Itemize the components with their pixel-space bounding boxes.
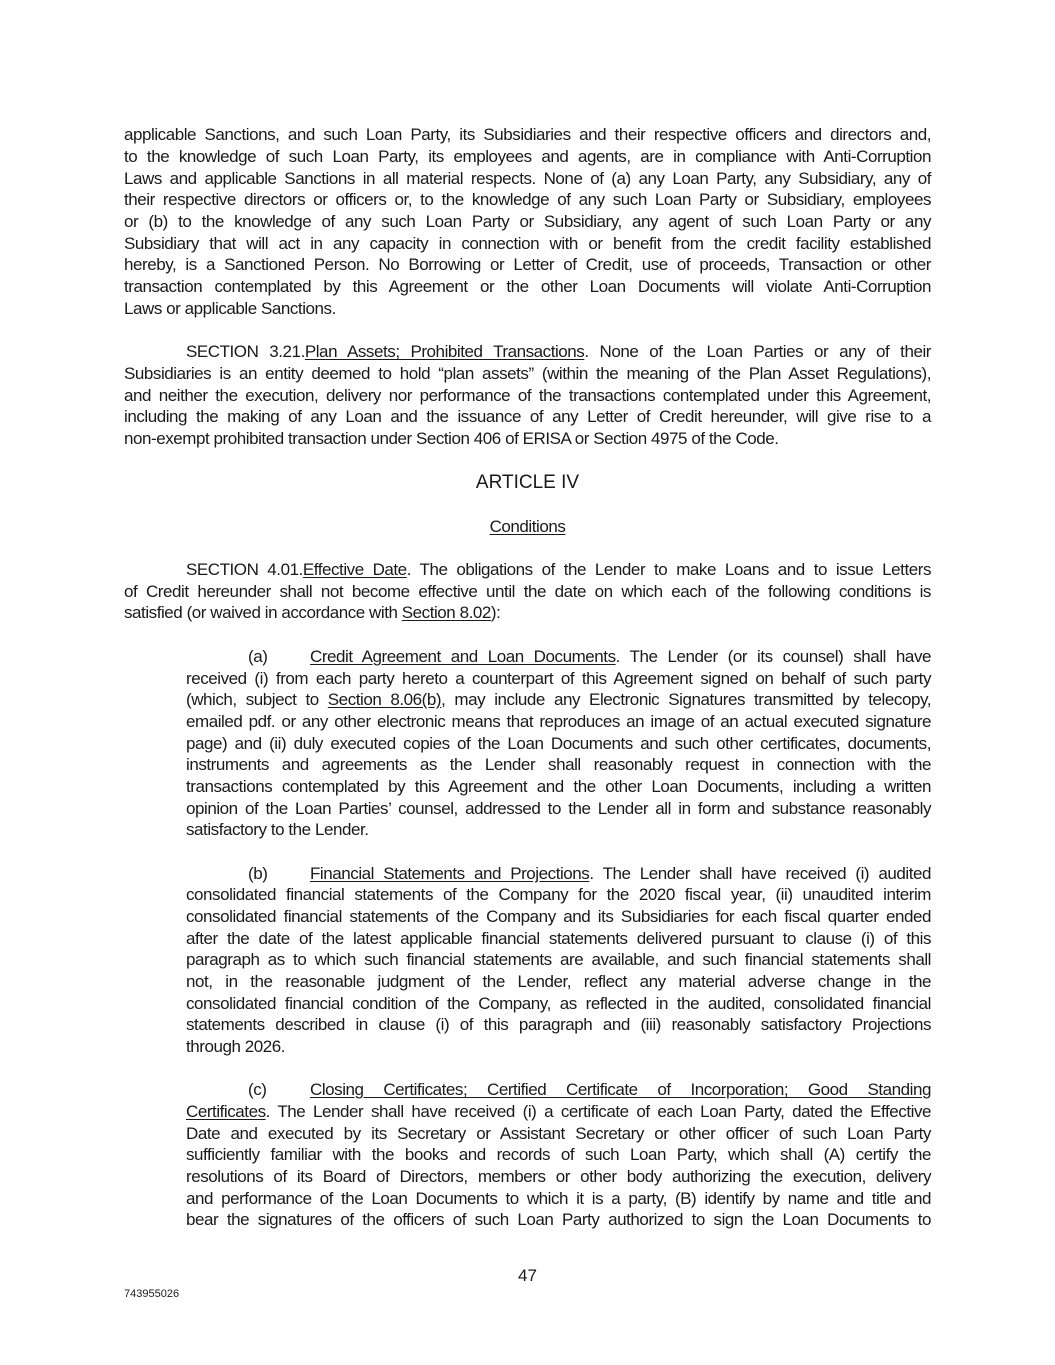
clause-title: Financial Statements and Projections [310,864,590,883]
text-line: consolidated financial condition of the Company, as reflected in the audited, consolidated financial [186,994,931,1013]
section-number: SECTION 4.01. [186,560,303,579]
clause-a-first-line [248,646,931,668]
text-run: , may include any Electronic Signatures transmitted by telecopy, [441,690,932,709]
clause-b-first-line [248,863,931,885]
text-line: Subsidiary that will act in any capacity in connection with or benefit from the credit facility established [124,234,931,253]
document-id: 743955026 [124,1288,180,1300]
text-line: satisfactory to the Lender. [186,820,369,839]
text-run: . The Lender shall have received (i) a certificate of each Loan Party, dated the Effective [265,1102,931,1121]
text-line: of Credit hereunder shall not become effective until the date on which each of the following conditions is [124,582,931,601]
text-line: consolidated financial statements of the Company for the 2020 fiscal year, (ii) unaudited interim [186,885,931,904]
text-line: statements described in clause (i) of this paragraph and (iii) reasonably satisfactory Projections [186,1015,931,1034]
cross-reference-link[interactable]: Section 8.06(b) [327,690,442,709]
text-line: and neither the execution, delivery nor performance of the transactions contemplated under this Agreement, [124,386,931,405]
text-run: . The obligations of the Lender to make Loans and to issue Letters [406,560,931,579]
text-run: . None of the Loan Parties or any of their [584,342,931,361]
clause-title: Closing Certificates; Certified Certificate of Incorporation; Good Standing [310,1080,931,1099]
text-line: Date and executed by its Secretary or Assistant Secretary or other officer of such Loan Party [186,1124,931,1143]
text-line: transaction contemplated by this Agreement or the other Loan Documents will violate Anti-Corruption [124,277,931,296]
text-line: received (i) from each party hereto a counterpart of this Agreement signed on behalf of such party [186,669,931,688]
text-line: including the making of any Loan and the issuance of any Letter of Credit hereunder, will give rise to a [124,407,931,426]
article-subheading [124,516,931,538]
text-line: Subsidiaries is an entity deemed to hold “plan assets” (within the meaning of the Plan Asset Regulations), [124,364,931,383]
text-line: resolutions of its Board of Directors, members or other body authorizing the execution, delivery [186,1167,931,1186]
clause-title-continued: Certificates [186,1102,266,1121]
clause-label: (a) [248,647,268,666]
text-line: and performance of the Loan Documents to which it is a party, (B) identify by name and title and [186,1189,931,1208]
text-line: through 2026. [186,1037,286,1056]
cross-reference-link[interactable]: Section 8.02 [401,603,491,622]
text-run: . The Lender (or its counsel) shall have [615,647,931,666]
section-3-21-first-line [186,341,931,363]
text-line: instruments and agreements as the Lender shall reasonably request in connection with the [186,755,931,774]
text-line: page) and (ii) duly executed copies of the Loan Documents and such other certificates, documents, [186,734,931,753]
page-number: 47 [518,1266,537,1285]
text-line: paragraph as to which such financial statements are available, and such financial statements shall [186,950,931,969]
text-line: or (b) to the knowledge of any such Loan Party or Subsidiary, any agent of such Loan Party or any [124,212,931,231]
text-line [186,1101,931,1123]
text-line: consolidated financial statements of the Company and its Subsidiaries for each fiscal quarter ended [186,907,931,926]
section-title: Plan Assets; Prohibited Transactions [304,342,585,361]
clause-label: (c) [248,1080,267,1099]
text-line: their respective directors or officers or, to the knowledge of any such Loan Party or Subsidiary, employees [124,190,931,209]
text-line: not, in the reasonable judgment of the Lender, reflect any material adverse change in the [186,972,931,991]
article-subheading-text: Conditions [489,517,566,536]
text-run: ): [490,603,501,622]
text-line: bear the signatures of the officers of such Loan Party authorized to sign the Loan Documents to [186,1210,931,1229]
text-line: to the knowledge of such Loan Party, its employees and agents, are in compliance with Anti-Corruption [124,147,931,166]
text-line: sufficiently familiar with the books and records of such Loan Party, which shall (A) certify the [186,1145,931,1164]
text-line: applicable Sanctions, and such Loan Party, its Subsidiaries and their respective officers and directors and, [124,125,931,144]
text-line [186,689,931,711]
text-line: after the date of the latest applicable financial statements delivered pursuant to clause (i) of this [186,929,931,948]
text-line: opinion of the Loan Parties’ counsel, addressed to the Lender all in form and substance reasonably [186,799,931,818]
text-line: Laws and applicable Sanctions in all material respects. None of (a) any Loan Party, any Subsidiary, any of [124,169,931,188]
text-line: transactions contemplated by this Agreement and the other Loan Documents, including a written [186,777,931,796]
clause-c-first-line [248,1079,931,1101]
text-run: (which, subject to [186,690,328,709]
text-line: Laws or applicable Sanctions. [124,299,336,318]
article-heading: ARTICLE IV [475,472,580,493]
clause-label: (b) [248,864,268,883]
section-4-01-first-line [186,559,931,581]
text-run: . The Lender shall have received (i) audited [589,864,931,883]
section-title: Effective Date [302,560,407,579]
clause-title: Credit Agreement and Loan Documents [310,647,616,666]
text-line [124,602,931,624]
text-line: hereby, is a Sanctioned Person. No Borrowing or Letter of Credit, use of proceeds, Transaction or other [124,255,931,274]
section-number: SECTION 3.21. [186,342,305,361]
text-line: non-exempt prohibited transaction under Section 406 of ERISA or Section 4975 of the Code. [124,429,779,448]
text-run: satisfied (or waived in accordance with [124,603,402,622]
text-line: emailed pdf. or any other electronic means that reproduces an image of an actual executed signature [186,712,931,731]
